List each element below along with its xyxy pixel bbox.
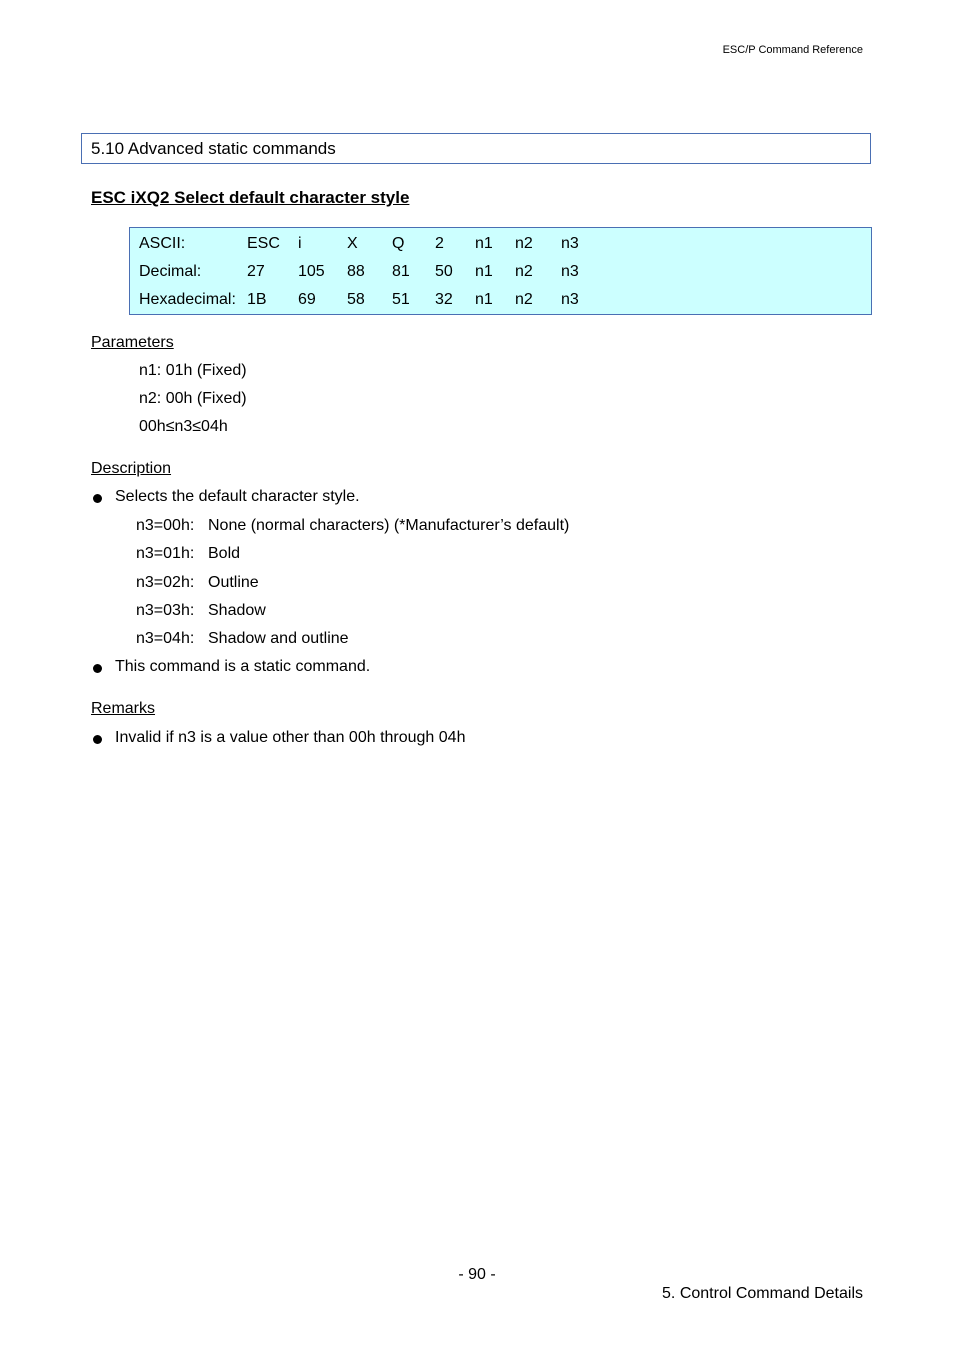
cell: n3 bbox=[561, 291, 579, 308]
cell: 50 bbox=[435, 263, 453, 280]
cell: 58 bbox=[347, 291, 365, 308]
bullet-text: Selects the default character style. bbox=[115, 488, 360, 505]
bullet-text: This command is a static command. bbox=[115, 658, 371, 675]
footer-chapter: 5. Control Command Details bbox=[662, 1285, 863, 1302]
header-reference: ESC/P Command Reference bbox=[722, 44, 863, 56]
cell: ESC bbox=[247, 235, 280, 252]
cell: n1 bbox=[475, 263, 493, 280]
option-code: n3=01h: bbox=[136, 545, 195, 562]
remarks-heading: Remarks bbox=[91, 700, 156, 717]
cell: 32 bbox=[435, 291, 453, 308]
row-label: Hexadecimal: bbox=[139, 291, 236, 308]
parameter-item: 00h≤n3≤04h bbox=[139, 418, 228, 435]
section-title: 5.10 Advanced static commands bbox=[81, 133, 871, 164]
cell: n1 bbox=[475, 291, 493, 308]
cell: Q bbox=[392, 235, 405, 252]
cell: 81 bbox=[392, 263, 410, 280]
parameter-item: n1: 01h (Fixed) bbox=[139, 362, 247, 379]
command-table bbox=[129, 227, 872, 315]
command-row-hexadecimal bbox=[130, 286, 871, 314]
parameter-item: n2: 00h (Fixed) bbox=[139, 390, 247, 407]
cell: 1B bbox=[247, 291, 267, 308]
command-row-ascii bbox=[130, 230, 871, 258]
cell: n2 bbox=[515, 235, 533, 252]
cell: 69 bbox=[298, 291, 316, 308]
option-desc: Shadow and outline bbox=[208, 630, 349, 647]
option-desc: Bold bbox=[208, 545, 241, 562]
option-desc: Outline bbox=[208, 574, 259, 591]
option-code: n3=04h: bbox=[136, 630, 195, 647]
cell: n1 bbox=[475, 235, 493, 252]
row-label: ASCII: bbox=[139, 235, 186, 252]
command-row-decimal bbox=[130, 258, 871, 286]
option-code: n3=03h: bbox=[136, 602, 195, 619]
row-label: Decimal: bbox=[139, 263, 202, 280]
cell: X bbox=[347, 235, 358, 252]
cell: 105 bbox=[298, 263, 325, 280]
cell: n2 bbox=[515, 263, 533, 280]
cell: n2 bbox=[515, 291, 533, 308]
cell: 2 bbox=[435, 235, 444, 252]
cell: 27 bbox=[247, 263, 265, 280]
cell: n3 bbox=[561, 235, 579, 252]
command-title: ESC iXQ2 Select default character style bbox=[91, 188, 410, 207]
description-heading: Description bbox=[91, 460, 172, 477]
option-code: n3=00h: bbox=[136, 517, 195, 534]
cell: 88 bbox=[347, 263, 365, 280]
page-number: - 90 - bbox=[458, 1266, 496, 1283]
cell: n3 bbox=[561, 263, 579, 280]
bullet-icon bbox=[93, 735, 102, 744]
option-desc: Shadow bbox=[208, 602, 266, 619]
option-desc: None (normal characters) (*Manufacturer’s default) bbox=[208, 517, 570, 534]
cell: 51 bbox=[392, 291, 410, 308]
bullet-text: Invalid if n3 is a value other than 00h through 04h bbox=[115, 729, 466, 746]
parameters-heading: Parameters bbox=[91, 334, 174, 351]
cell: i bbox=[298, 235, 302, 252]
bullet-icon bbox=[93, 664, 102, 673]
bullet-icon bbox=[93, 494, 102, 503]
option-code: n3=02h: bbox=[136, 574, 195, 591]
